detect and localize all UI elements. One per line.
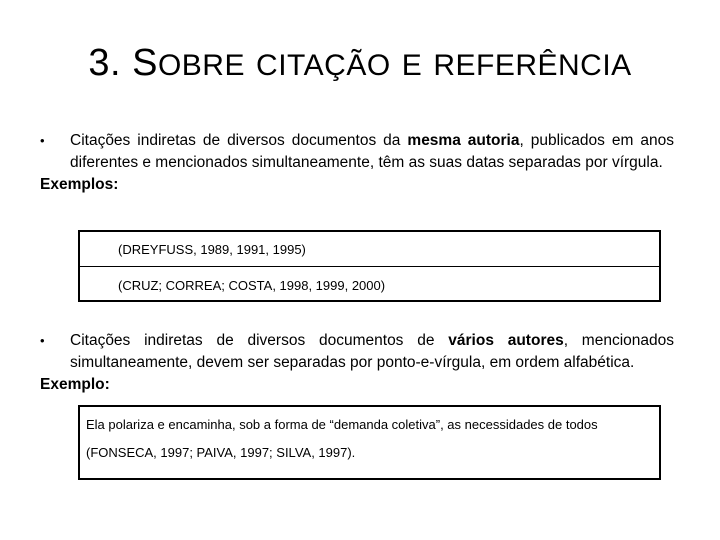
example-row: (CRUZ; CORREA; COSTA, 1998, 1999, 2000) <box>118 278 386 293</box>
bullet-item <box>40 330 674 374</box>
bullet-text-start: Citações indiretas de diversos documentos da <box>70 132 408 149</box>
title-word3: E <box>401 49 423 82</box>
page-title <box>0 42 720 85</box>
title-word2: CITAÇÃO <box>256 49 391 82</box>
examples-table <box>78 230 661 302</box>
bullet-text <box>70 130 674 174</box>
bullet-text <box>70 330 674 374</box>
section-mesma-autoria <box>40 130 674 196</box>
bullet-icon: • <box>40 333 45 348</box>
section-varios-autores <box>40 330 674 396</box>
citation-text: (FONSECA, 1997; PAIVA, 1997; SILVA, 1997). <box>86 445 356 460</box>
title-number: 3. <box>88 42 122 84</box>
bullet-text-bold: vários autores <box>448 332 564 349</box>
title-word1-rest: OBRE <box>157 49 245 82</box>
bullet-text-end: , publicados em anos diferentes e mencionados simultaneamente, têm as suas datas separadas por vírgula. <box>70 132 674 171</box>
bullet-text-end: , mencionados simultaneamente, devem ser separadas por ponto-e-vírgula, em ordem alfabética. <box>70 332 675 371</box>
example-row: (DREYFUSS, 1989, 1991, 1995) <box>80 232 659 267</box>
citation-example-box <box>78 405 661 480</box>
title-first-letter: S <box>132 42 158 84</box>
quote-text: Ela polariza e encaminha, sob a forma de “demanda coletiva”, as necessidades de todos <box>86 417 598 432</box>
bullet-text-bold: mesma autoria <box>407 132 520 149</box>
examples-label: Exemplos: <box>40 176 119 193</box>
bullet-icon: • <box>40 133 45 148</box>
title-word4: REFERÊNCIA <box>433 49 632 82</box>
bullet-text-start: Citações indiretas de diversos documentos de <box>70 332 449 349</box>
bullet-item <box>40 130 674 174</box>
example-label: Exemplo: <box>40 376 110 393</box>
